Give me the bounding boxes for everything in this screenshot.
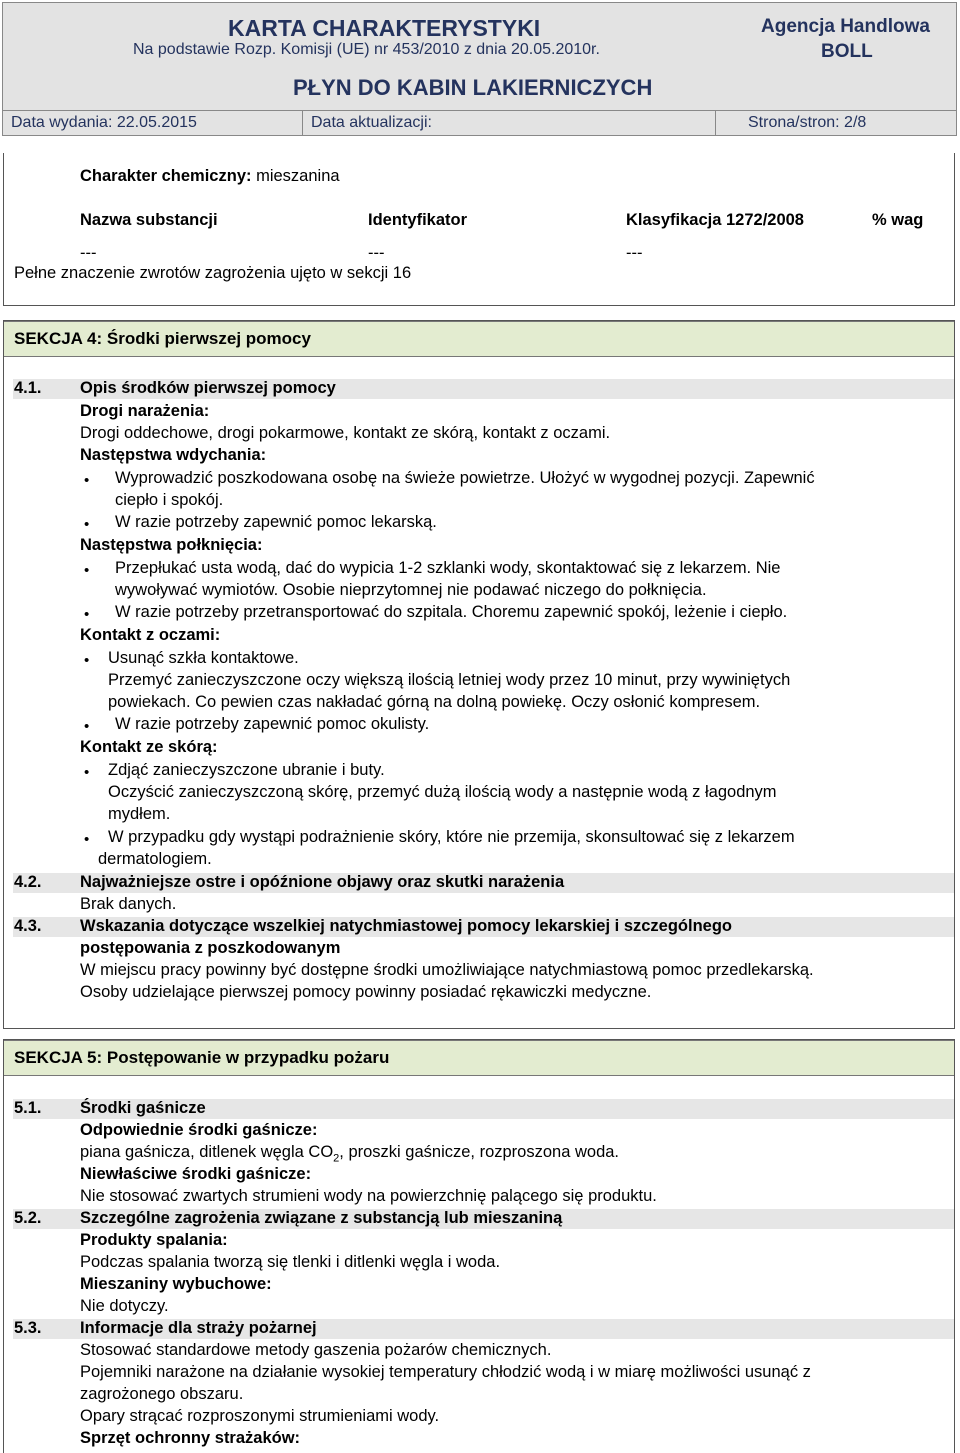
eye-paragraph-1: Przemyć zanieczyszczone oczy większą ilością letniej wody przez 10 minut, przy wywiniętych bbox=[108, 671, 791, 689]
subsection-4-3-paragraph-2: Osoby udzielające pierwszej pomocy powinny posiadać rękawiczki medyczne. bbox=[80, 983, 652, 1001]
composition-box bbox=[3, 153, 955, 306]
firefighting-paragraph-2-cont: zagrożonego obszaru. bbox=[80, 1385, 244, 1403]
explosive-mixtures-text: Nie dotyczy. bbox=[80, 1297, 169, 1315]
regulation-reference: Na podstawie Rozp. Komisji (UE) nr 453/2010 z dnia 20.05.2010r. bbox=[133, 41, 600, 58]
firefighting-paragraph-3: Opary strącać rozproszonymi strumieniami wody. bbox=[80, 1407, 440, 1425]
unsuitable-media-label: Niewłaściwe środki gaśnicze: bbox=[80, 1165, 312, 1183]
inhalation-bullet-1: Wyprowadzić poszkodowana osobę na świeże powietrze. Ułożyć w wygodnej pozycji. Zapewnić bbox=[115, 469, 815, 487]
header-meta-row bbox=[2, 110, 957, 136]
subsection-5-3-title: Informacje dla straży pożarnej bbox=[80, 1319, 317, 1337]
eye-bullet-1: Usunąć szkła kontaktowe. bbox=[108, 649, 299, 667]
subsection-4-3-paragraph-1: W miejscu pracy powinny być dostępne środki umożliwiające natychmiastową pomoc przedlekarską. bbox=[80, 961, 814, 979]
bullet-icon: • bbox=[84, 606, 90, 623]
inhalation-bullet-2: W razie potrzeby zapewnić pomoc lekarską. bbox=[115, 513, 437, 531]
section-5 bbox=[3, 1039, 955, 1453]
col-substance-name: Nazwa substancji bbox=[80, 211, 218, 229]
update-date: Data aktualizacji: bbox=[311, 114, 432, 131]
skin-paragraph-1: Oczyścić zanieczyszczoną skórę, przemyć dużą ilością wody a następnie wodą z łagodnym bbox=[108, 783, 777, 801]
header-title-block bbox=[2, 2, 957, 113]
issue-date: Data wydania: 22.05.2015 bbox=[11, 114, 197, 131]
bullet-icon: • bbox=[84, 764, 90, 781]
chemical-character: Charakter chemiczny: mieszanina bbox=[80, 167, 340, 185]
col-weight-percent: % wag bbox=[872, 211, 924, 229]
eye-paragraph-2: powiekach. Co pewien czas nakładać górną na dolną powiekę. Oczy osłonić kompresem. bbox=[108, 693, 761, 711]
section-4 bbox=[3, 320, 955, 1029]
subsection-4-3-title: Wskazania dotyczące wszelkiej natychmiastowej pomocy lekarskiej i szczególnego bbox=[80, 917, 733, 935]
protective-equipment-label: Sprzęt ochronny strażaków: bbox=[80, 1429, 301, 1447]
firefighting-paragraph-1: Stosować standardowe metody gaszenia pożarów chemicznych. bbox=[80, 1341, 552, 1359]
company-name-line1: Agencja Handlowa bbox=[761, 16, 930, 37]
ingestion-bullet-2: W razie potrzeby przetransportować do szpitala. Choremu zapewnić spokój, leżenie i ciepło. bbox=[115, 603, 788, 621]
section-5-heading: SEKCJA 5: Postępowanie w przypadku pożaru bbox=[4, 1040, 954, 1076]
subsection-5-1-number: 5.1. bbox=[14, 1099, 42, 1117]
skin-bullet-2-cont: dermatologiem. bbox=[98, 850, 212, 868]
suitable-media-text: piana gaśnicza, ditlenek węgla $CO_2$, proszki gaśnicze, rozproszona woda. bbox=[80, 1143, 619, 1165]
subsection-5-2-number: 5.2. bbox=[14, 1209, 42, 1227]
skin-paragraph-2: mydłem. bbox=[108, 805, 171, 823]
subsection-5-3-number: 5.3. bbox=[14, 1319, 42, 1337]
inhalation-bullet-1-cont: ciepło i spokój. bbox=[115, 491, 224, 509]
document-header bbox=[2, 2, 957, 133]
skin-contact-label: Kontakt ze skórą: bbox=[80, 738, 218, 756]
combustion-products-label: Produkty spalania: bbox=[80, 1231, 228, 1249]
cell-dash: --- bbox=[80, 244, 97, 262]
skin-bullet-2: W przypadku gdy wystąpi podrażnienie skóry, które nie przemija, skonsultować się z lekarzem bbox=[108, 828, 795, 846]
subsection-5-2-title: Szczególne zagrożenia związane z substancją lub mieszaniną bbox=[80, 1209, 563, 1227]
subsection-4-2-title: Najważniejsze ostre i opóźnione objawy oraz skutki narażenia bbox=[80, 873, 565, 891]
page-number: Strona/stron: 2/8 bbox=[748, 114, 867, 131]
eye-contact-label: Kontakt z oczami: bbox=[80, 626, 221, 644]
cell-dash: --- bbox=[368, 244, 385, 262]
explosive-mixtures-label: Mieszaniny wybuchowe: bbox=[80, 1275, 272, 1293]
subsection-4-2-text: Brak danych. bbox=[80, 895, 177, 913]
ingestion-bullet-1: Przepłukać usta wodą, dać do wypicia 1-2 szklanki wody, skontaktować się z lekarzem. Nie bbox=[115, 559, 781, 577]
firefighting-paragraph-2: Pojemniki narażone na działanie wysokiej temperatury chłodzić wodą i w miarę możliwości usunąć z bbox=[80, 1363, 811, 1381]
suitable-media-label: Odpowiednie środki gaśnicze: bbox=[80, 1121, 318, 1139]
col-identifier: Identyfikator bbox=[368, 211, 468, 229]
subsection-4-2-number: 4.2. bbox=[14, 873, 42, 891]
ingestion-label: Następstwa połknięcia: bbox=[80, 536, 263, 554]
combustion-products-text: Podczas spalania tworzą się tlenki i ditlenki węgla i woda. bbox=[80, 1253, 501, 1271]
subsection-5-1-title: Środki gaśnicze bbox=[80, 1099, 206, 1117]
bullet-icon: • bbox=[84, 472, 90, 489]
hazard-note: Pełne znaczenie zwrotów zagrożenia ujęto w sekcji 16 bbox=[14, 264, 412, 282]
routes-text: Drogi oddechowe, drogi pokarmowe, kontakt ze skórą, kontakt z oczami. bbox=[80, 424, 611, 442]
routes-label: Drogi narażenia: bbox=[80, 402, 210, 420]
bullet-icon: • bbox=[84, 516, 90, 533]
subsection-4-1-title: Opis środków pierwszej pomocy bbox=[80, 379, 336, 397]
company-name-line2: BOLL bbox=[821, 41, 873, 62]
bullet-icon: • bbox=[84, 562, 90, 579]
eye-bullet-2: W razie potrzeby zapewnić pomoc okulisty. bbox=[115, 715, 430, 733]
ingestion-bullet-1-cont: wywoływać wymiotów. Osobie nieprzytomnej nie podawać niczego do połknięcia. bbox=[115, 581, 707, 599]
cell-dash: --- bbox=[626, 244, 643, 262]
subsection-4-3-number: 4.3. bbox=[14, 917, 42, 935]
subsection-4-3-title-cont: postępowania z poszkodowanym bbox=[80, 939, 341, 957]
bullet-icon: • bbox=[84, 831, 90, 848]
subsection-4-1-number: 4.1. bbox=[14, 379, 42, 397]
section-4-heading: SEKCJA 4: Środki pierwszej pomocy bbox=[4, 321, 954, 357]
col-classification: Klasyfikacja 1272/2008 bbox=[626, 211, 804, 229]
skin-bullet-1: Zdjąć zanieczyszczone ubranie i buty. bbox=[108, 761, 385, 779]
cell-divider bbox=[302, 111, 303, 135]
bullet-icon: • bbox=[84, 652, 90, 669]
inhalation-label: Następstwa wdychania: bbox=[80, 446, 267, 464]
product-name: PŁYN DO KABIN LAKIERNICZYCH bbox=[293, 75, 653, 100]
cell-divider bbox=[715, 111, 716, 135]
bullet-icon: • bbox=[84, 718, 90, 735]
unsuitable-media-text: Nie stosować zwartych strumieni wody na powierzchnię palącego się produktu. bbox=[80, 1187, 657, 1205]
document-title: KARTA CHARAKTERYSTYKI bbox=[228, 15, 541, 41]
